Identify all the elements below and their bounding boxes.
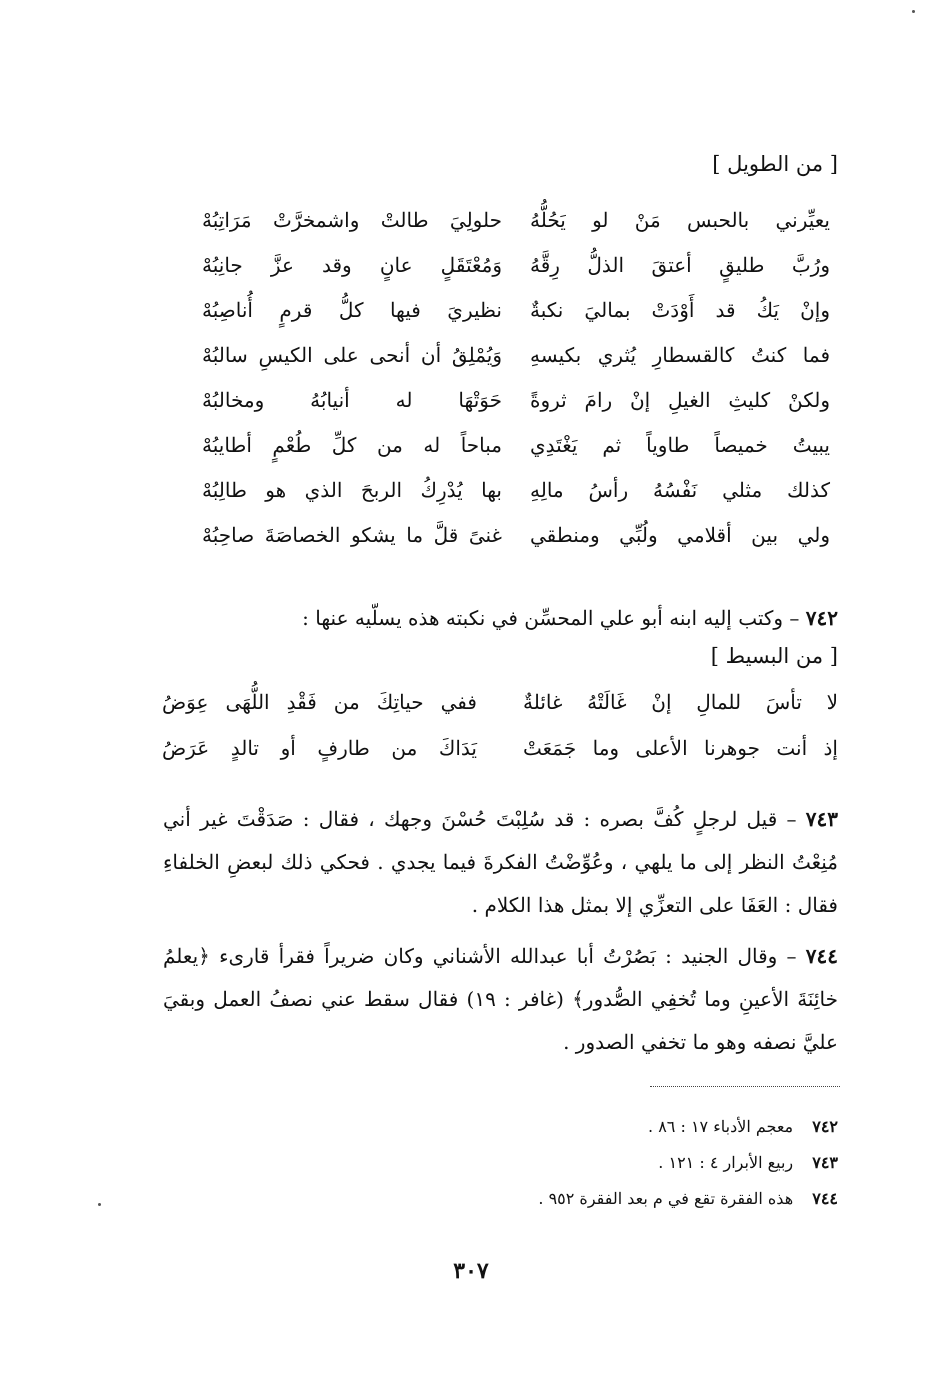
verse: [202, 343, 842, 388]
paragraph-text: – قيل لرجلٍ كُفَّ بصره : قد سُلِبْتَ حُسْنَ وجهك ، فقال : صَدَقْتَ غير أني مُنِعْتُ النظر إلى ما يلهي ، وعُوِّضْتُ الفكرةَ فيما يجدي . فحكي ذلك لبعضِ الخلفاءِ فقال : العَفَا على التعزِّي إلا بمثل هذا الكلام .: [163, 807, 838, 917]
scan-speck: [912, 10, 915, 13]
paragraph-number: ٧٤٤: [805, 944, 839, 968]
verse: [202, 523, 842, 568]
verse: [162, 736, 838, 782]
verse: [202, 208, 842, 253]
verse-second-hemistich: وَيُمْلِقُ أن أنحى على الكيسِ سالبُهْ: [202, 343, 502, 367]
verse-first-hemistich: فما كنتُ كالقسطارِ يُثري بكيسهِ: [530, 343, 830, 367]
footnote-divider: [650, 1086, 840, 1087]
verse-first-hemistich: ورُبَّ طليقٍ أعتقَ الذلُّ رِقَّهُ: [530, 253, 830, 277]
verse-second-hemistich: مباحاً له من كلِّ طُعْمٍ أطايبُهْ: [202, 433, 502, 457]
verse: [202, 478, 842, 523]
page-number: ٣٠٧: [453, 1258, 489, 1284]
verse-second-hemistich: ففي حياتِكَ من فَقْدِ اللُّهَى عِوَضُ: [162, 690, 477, 714]
footnote: [648, 1117, 838, 1136]
verse-second-hemistich: نظيريَ فيها كلُّ قرمٍ أُناصِبُهْ: [202, 298, 502, 322]
paragraph-744: [163, 935, 838, 1064]
verse: [202, 388, 842, 433]
paragraph-text: – وكتب إليه ابنه أبو علي المحسِّن في نكبته هذه يسلّيه عنها :: [302, 606, 800, 630]
paragraph-743: [163, 798, 838, 927]
paragraph-number: ٧٤٣: [805, 807, 839, 831]
footnote-number: ٧٤٤: [812, 1189, 838, 1208]
verse-first-hemistich: ولي بين أقلامي ولُبِّي ومنطقي: [530, 523, 830, 547]
verse-second-hemistich: حَوَتْهَا له أنيابُهُ ومخالبُهْ: [202, 388, 502, 412]
verse-first-hemistich: يبيتُ خميصاً طاوياً ثم يَغْتَدِي: [530, 433, 830, 457]
verse-second-hemistich: يَدَاكَ من طارفٍ أو تالدٍ عَرَضُ: [162, 736, 477, 760]
verse-second-hemistich: حلولِيَ طالتْ واشمخرَّتْ مَرَاتِبُهْ: [202, 208, 502, 232]
footnote: [538, 1189, 838, 1208]
poem-basit: [162, 690, 838, 782]
verse: [202, 253, 842, 298]
verse-first-hemistich: وإنْ يَكُ قد أَوْدَتْ بماليَ نكبةٌ: [530, 298, 830, 322]
footnote-number: ٧٤٣: [812, 1153, 838, 1172]
verse-second-hemistich: غنىً قلَّ ما يشكو الخصاصَةَ صاحِبُهْ: [202, 523, 502, 547]
footnote-number: ٧٤٢: [812, 1117, 838, 1136]
meter-label-basit: [ من البسيط ]: [710, 644, 838, 668]
verse: [162, 690, 838, 736]
verse-first-hemistich: إذ أنت جوهرنا الأعلى وما جَمَعَتْ: [523, 736, 838, 760]
verse-second-hemistich: بها يُدْرِكُ الربحَ الذي هو طالِبُهْ: [202, 478, 502, 502]
verse-first-hemistich: كذلك مثلي نَفْسُهُ رأسُ مالِهِ: [530, 478, 830, 502]
footnote: [658, 1153, 838, 1172]
verse-first-hemistich: لا تأسَ للمالِ إنْ غَالَتْهُ غائلةٌ: [523, 690, 838, 714]
verse: [202, 433, 842, 478]
verse-first-hemistich: ولكنْ كليثِ الغيلِ إنْ رامَ ثروةً: [530, 388, 830, 412]
footnote-text: ربيع الأبرار ٤ : ١٢١ .: [658, 1153, 794, 1172]
paragraph-742: [158, 597, 838, 640]
verse-second-hemistich: وَمُعْتَقَلٍ عانٍ وقد عزَّ جانِبُهْ: [202, 253, 502, 277]
poem-tawil: [202, 208, 842, 568]
paragraph-text: – وقال الجنيد : بَصُرْتُ أبا عبدالله الأشناني وكان ضريراً فقرأ قارىء ﴿يعلمُ خائِنَةَ الأعينِ وما تُخفِي الصُّدور﴾ (غافر : ١٩) فقال سقط عني نصفُ العمل وبقيَ عليَّ نصفه وهو ما تخفي الصدور .: [163, 944, 838, 1054]
scan-speck: [98, 1203, 101, 1206]
verse: [202, 298, 842, 343]
meter-label-tawil: [ من الطويل ]: [712, 152, 838, 176]
footnote-text: هذه الفقرة تقع في م بعد الفقرة ٩٥٢ .: [538, 1189, 794, 1208]
paragraph-number: ٧٤٢: [805, 606, 838, 630]
verse-first-hemistich: يعيِّرني بالحبس مَنْ لو يَحُلُّهُ: [530, 208, 830, 232]
footnote-text: معجم الأدباء ١٧ : ٨٦ .: [648, 1117, 794, 1136]
